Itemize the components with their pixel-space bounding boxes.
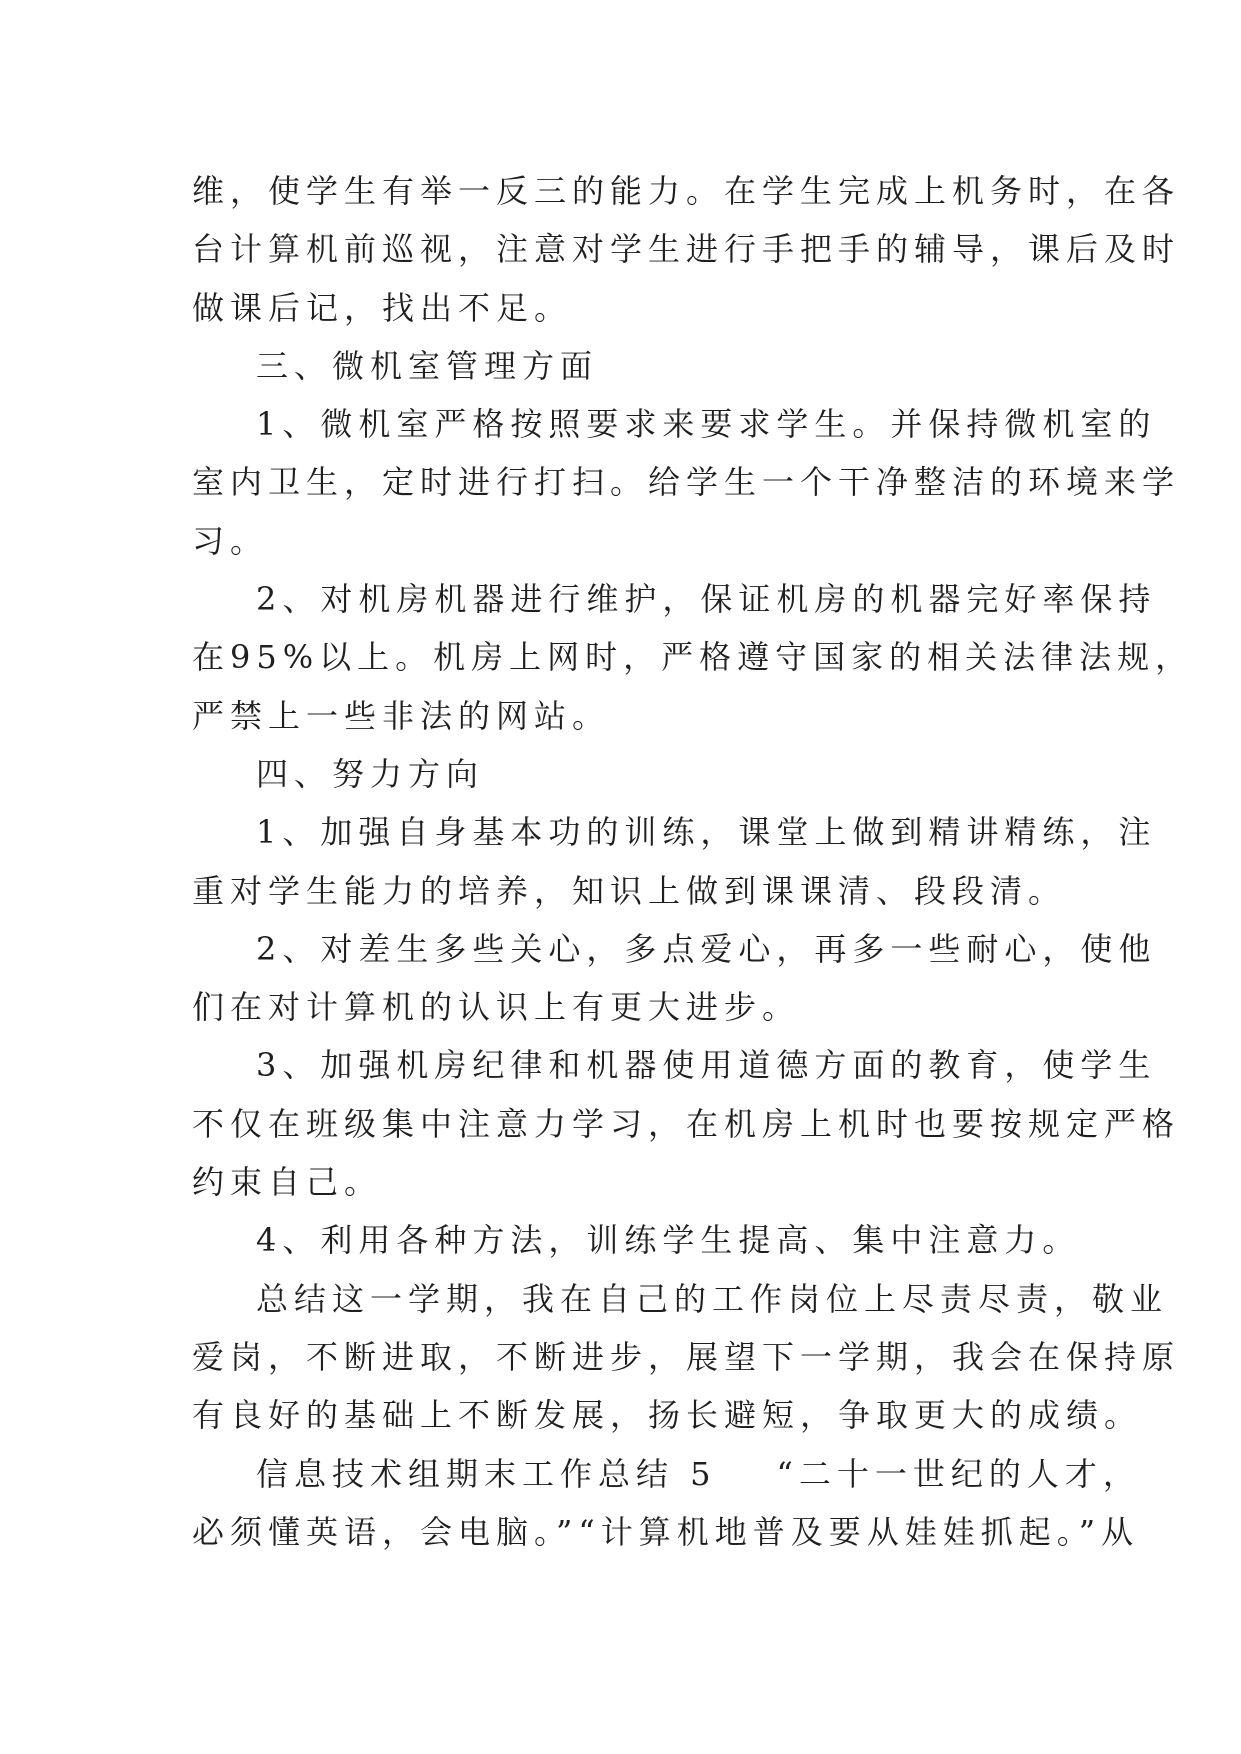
text-line: 3、加强机房纪律和机器使用道德方面的教育，使学生: [256, 1046, 1157, 1085]
text-line: 做课后记，找出不足。: [192, 288, 573, 327]
section-lead: “二十一世纪的人才，: [776, 1454, 1141, 1493]
section-heading: 四、努力方向: [256, 754, 485, 793]
text-line: 习。: [192, 521, 269, 560]
text-line: 爱岗，不断进取，不断进步，展望下一学期，我会在保持原: [192, 1337, 1181, 1376]
text-line: 2、对差生多些关心，多点爱心，再多一些耐心，使他: [256, 929, 1157, 968]
text-line: 们在对计算机的认识上有更大进步。: [192, 988, 801, 1027]
section-title: 信息技术组期末工作总结 5: [256, 1454, 717, 1493]
text-line: 约束自己。: [192, 1163, 383, 1202]
document-body: [192, 162, 1194, 1561]
text-line: 必须懂英语，会电脑。”“计算机地普及要从娃娃抓起。”从: [192, 1512, 1140, 1551]
text-line: 总结这一学期，我在自己的工作岗位上尽责尽责，敬业: [256, 1279, 1169, 1318]
text-line: 在95%以上。机房上网时，严格遵守国家的相关法律法规，: [192, 638, 1194, 677]
text-line: 4、利用各种方法，训练学生提高、集中注意力。: [256, 1221, 1081, 1260]
text-line: 1、加强自身基本功的训练，课堂上做到精讲精练，注: [256, 813, 1157, 852]
text-line: 严禁上一些非法的网站。: [192, 696, 611, 735]
text-line: 维，使学生有举一反三的能力。在学生完成上机务时，在各: [192, 172, 1181, 210]
text-line: 台计算机前巡视，注意对学生进行手把手的辅导，课后及时: [192, 230, 1181, 269]
section-title-line: [192, 1445, 1141, 1503]
text-line: 2、对机房机器进行维护，保证机房的机器完好率保持: [256, 580, 1157, 619]
text-line: 1、微机室严格按照要求来要求学生。并保持微机室的: [256, 405, 1157, 444]
text-line: 室内卫生，定时进行打扫。给学生一个干净整洁的环境来学: [192, 463, 1181, 502]
text-line: 重对学生能力的培养，知识上做到课课清、段段清。: [192, 871, 1067, 910]
text-line: 有良好的基础上不断发展，扬长避短，争取更大的成绩。: [192, 1396, 1143, 1435]
section-heading: 三、微机室管理方面: [256, 346, 599, 385]
text-line: 不仅在班级集中注意力学习，在机房上机时也要按规定严格: [192, 1104, 1181, 1143]
